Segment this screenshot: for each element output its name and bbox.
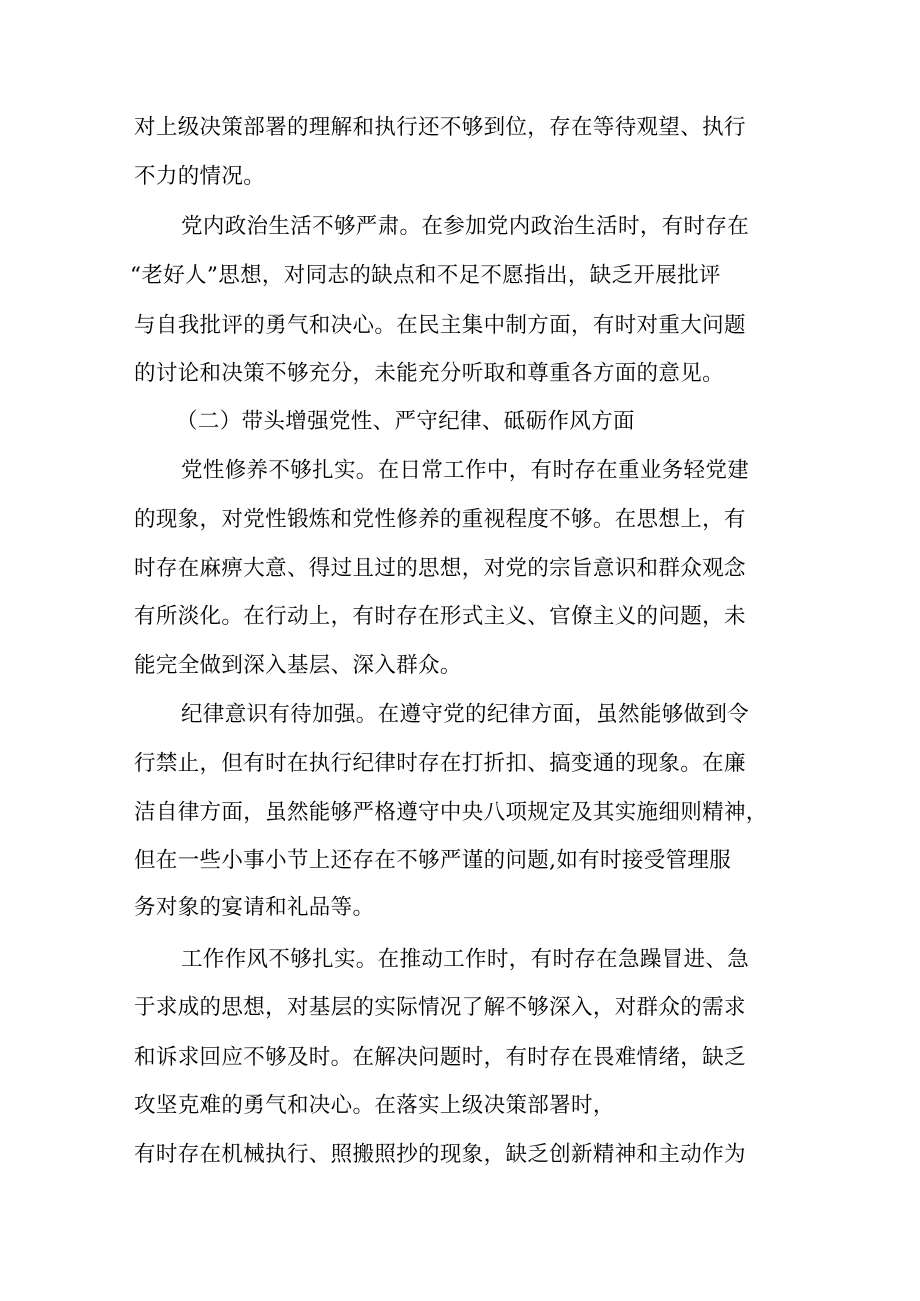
text-line: 攻坚克难的勇气和决心。在落实上级决策部署时， — [134, 1093, 615, 1118]
text-line: 能完全做到深入基层、深入群众。 — [134, 653, 462, 678]
paragraph-heading-line: 党性修养不够扎实。在日常工作中，有时存在重业务轻党建 — [181, 458, 750, 483]
section-heading: （二）带头增强党性、严守纪律、砥砺作风方面 — [176, 409, 635, 434]
text-line: 但在一些小事小节上还存在不够严谨的问题,如有时接受管理服 — [134, 848, 732, 873]
paragraph-heading-line: 党内政治生活不够严肃。在参加党内政治生活时，有时存在 — [181, 214, 750, 239]
text-line: 与自我批评的勇气和决心。在民主集中制方面，有时对重大问题 — [134, 313, 746, 338]
text-line: 行禁止，但有时在执行纪律时存在打折扣、搞变通的现象。在廉 — [134, 751, 746, 776]
text-line: 的现象，对党性锻炼和党性修养的重视程度不够。在思想上，有 — [134, 507, 746, 532]
text-line: 有所淡化。在行动上，有时存在形式主义、官僚主义的问题，未 — [134, 604, 746, 629]
text-line: 有时存在机械执行、照搬照抄的现象，缺乏创新精神和主动作为 — [134, 1142, 746, 1167]
text-line: 时存在麻痹大意、得过且过的思想，对党的宗旨意识和群众观念 — [134, 556, 746, 581]
text-line: 洁自律方面，虽然能够严格遵守中央八项规定及其实施细则精神， — [134, 800, 768, 825]
text-line: 对上级决策部署的理解和执行还不够到位，存在等待观望、执行 — [134, 115, 746, 140]
text-line: 务对象的宴请和礼品等。 — [134, 895, 375, 920]
text-line: 和诉求回应不够及时。在解决问题时，有时存在畏难情绪，缺乏 — [134, 1045, 746, 1070]
text-line: 于求成的思想，对基层的实际情况了解不够深入，对群众的需求 — [134, 995, 746, 1020]
text-line: “老好人”思想，对同志的缺点和不足不愿指出，缺乏开展批评 — [130, 263, 721, 288]
text-line: 不力的情况。 — [134, 164, 266, 189]
paragraph-heading-line: 工作作风不够扎实。在推动工作时，有时存在急躁冒进、急 — [181, 947, 750, 972]
text-line: 的讨论和决策不够充分，未能充分听取和尊重各方面的意见。 — [134, 361, 724, 386]
paragraph-heading-line: 纪律意识有待加强。在遵守党的纪律方面，虽然能够做到令 — [181, 702, 750, 727]
